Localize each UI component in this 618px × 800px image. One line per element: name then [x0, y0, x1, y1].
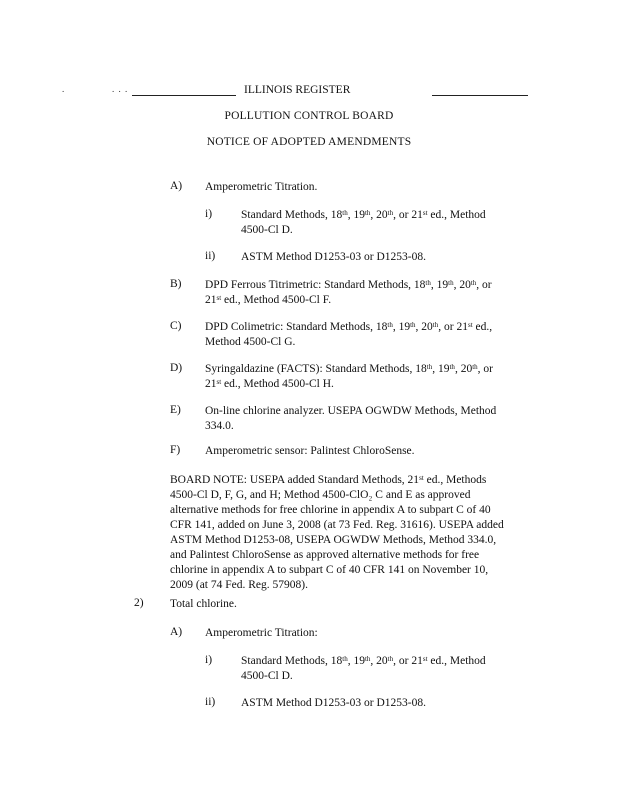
item-e-text: On-line chlorine analyzer. USEPA OGWDW Methods, Method 334.0. — [205, 405, 497, 432]
item-2-text: Total chlorine. — [170, 598, 237, 610]
item-f-text: Amperometric sensor: Palintest ChloroSense. — [205, 445, 415, 457]
item-c-label: C) — [170, 320, 182, 332]
item-2-label: 2) — [134, 597, 144, 609]
item-e-label: E) — [170, 404, 181, 416]
item-d-label: D) — [170, 362, 183, 374]
item-a-ii-label: ii) — [205, 250, 216, 262]
header-left-dots-2: . . . — [112, 84, 129, 94]
item-f-label: F) — [170, 444, 181, 456]
item-2a-i-text: Standard Methods, 18th, 19th, 20th, or 21st ed., Method 4500-Cl D. — [241, 655, 486, 682]
item-a-i-text: Standard Methods, 18th, 19th, 20th, or 21st ed., Method 4500-Cl D. — [241, 209, 486, 236]
item-a-label: A) — [170, 180, 183, 192]
item-a-i-label: i) — [205, 208, 213, 220]
board-note: BOARD NOTE: USEPA added Standard Methods, 21st ed., Methods 4500-Cl D, F, G, and H; Method 4500-ClO₂ C and E as approved alternative methods for free chlorine in appendix A to subpart C of 40 CFR 141, added on June 3, 2008 (at 73 Fed. Reg. 31616). USEPA added ASTM Method D1253-08, USEPA OGWDW Methods, Method 334.0, and Palintest ChloroSense as approved alternative methods for free chlorine in appendix A to subpart C of 40 CFR 141 on November 10, 2009 (at 74 Fed. Reg. 57908). — [170, 474, 504, 591]
header-left-dots: . — [62, 84, 66, 94]
header-notice: NOTICE OF ADOPTED AMENDMENTS — [206, 136, 412, 148]
item-b-label: B) — [170, 278, 182, 290]
header-register: ILLINOIS REGISTER — [244, 84, 351, 96]
header-left-rule — [132, 95, 236, 96]
item-d-text: Syringaldazine (FACTS): Standard Methods, 18th, 19th, 20th, or 21st ed., Method 4500-Cl H. — [205, 363, 493, 390]
header-board: POLLUTION CONTROL BOARD — [224, 110, 394, 122]
item-2a-label: A) — [170, 626, 183, 638]
item-b-text: DPD Ferrous Titrimetric: Standard Methods, 18th, 19th, 20th, or 21st ed., Method 4500-Cl F. — [205, 279, 492, 306]
item-c-text: DPD Colimetric: Standard Methods, 18th, 19th, 20th, or 21st ed., Method 4500-Cl G. — [205, 321, 493, 348]
item-a-text: Amperometric Titration. — [205, 181, 318, 193]
item-2a-ii-label: ii) — [205, 696, 216, 708]
header-right-rule — [432, 95, 528, 96]
item-2a-text: Amperometric Titration: — [205, 627, 318, 639]
item-a-ii-text: ASTM Method D1253-03 or D1253-08. — [241, 251, 426, 263]
item-2a-i-label: i) — [205, 654, 213, 666]
item-2a-ii-text: ASTM Method D1253-03 or D1253-08. — [241, 697, 426, 709]
